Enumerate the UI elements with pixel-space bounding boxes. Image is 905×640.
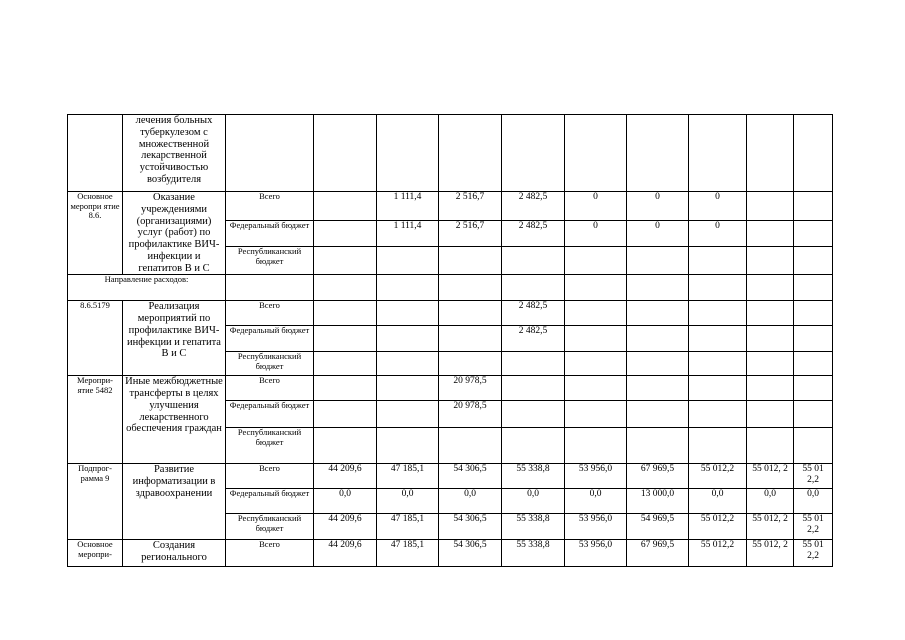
amount-cell (747, 352, 794, 376)
amount-cell: 44 209,6 (314, 464, 377, 489)
amount-cell: 13 000,0 (627, 489, 689, 514)
amount-cell: 54 306,5 (439, 514, 502, 540)
amount-cell (314, 115, 377, 192)
amount-cell: 2 516,7 (439, 192, 502, 221)
amount-cell (627, 301, 689, 326)
amount-cell: 0,0 (689, 489, 747, 514)
amount-cell: 0,0 (502, 489, 565, 514)
amount-cell (565, 376, 627, 401)
funding-source: Федеральный бюджет (226, 326, 314, 352)
amount-cell (747, 247, 794, 275)
amount-cell (747, 326, 794, 352)
amount-cell: 0,0 (565, 489, 627, 514)
amount-cell: 55 012, 2 (747, 514, 794, 540)
amount-cell (439, 115, 502, 192)
empty-cell (794, 275, 833, 301)
amount-cell (747, 376, 794, 401)
amount-cell: 1 111,4 (377, 221, 439, 247)
amount-cell (377, 352, 439, 376)
amount-cell: 55 01 2,2 (794, 464, 833, 489)
funding-source: Федеральный бюджет (226, 489, 314, 514)
funding-source: Всего (226, 540, 314, 567)
amount-cell (689, 326, 747, 352)
amount-cell: 55 012,2 (689, 540, 747, 567)
amount-cell (689, 352, 747, 376)
amount-cell: 55 012,2 (689, 514, 747, 540)
amount-cell: 53 956,0 (565, 514, 627, 540)
program-code: Подпрог- рамма 9 (68, 464, 123, 540)
table-row (68, 464, 833, 489)
amount-cell: 47 185,1 (377, 514, 439, 540)
amount-cell: 67 969,5 (627, 464, 689, 489)
amount-cell (627, 428, 689, 464)
amount-cell: 44 209,6 (314, 514, 377, 540)
amount-cell (565, 428, 627, 464)
program-name: лечения больных туберкулезом с множественной лекарственной устойчивостью возбудителя (123, 115, 226, 192)
amount-cell (689, 428, 747, 464)
amount-cell: 54 306,5 (439, 540, 502, 567)
empty-cell (377, 275, 439, 301)
funding-source: Всего (226, 301, 314, 326)
empty-cell (747, 275, 794, 301)
amount-cell: 55 01 2,2 (794, 540, 833, 567)
amount-cell: 55 338,8 (502, 540, 565, 567)
amount-cell: 47 185,1 (377, 540, 439, 567)
funding-source: Всего (226, 376, 314, 401)
empty-cell (627, 275, 689, 301)
amount-cell (689, 247, 747, 275)
amount-cell (794, 428, 833, 464)
amount-cell (747, 401, 794, 428)
program-code: 8.6.5179 (68, 301, 123, 376)
amount-cell (747, 428, 794, 464)
amount-cell (565, 326, 627, 352)
program-name: Иные межбюджетные трансферты в целях улучшения лекарственного обеспечения граждан (123, 376, 226, 464)
amount-cell (502, 247, 565, 275)
empty-cell (565, 275, 627, 301)
amount-cell (794, 115, 833, 192)
amount-cell: 1 111,4 (377, 192, 439, 221)
table-row (68, 192, 833, 221)
amount-cell: 0 (565, 221, 627, 247)
amount-cell: 0,0 (377, 489, 439, 514)
amount-cell (502, 352, 565, 376)
amount-cell (565, 115, 627, 192)
empty-cell (502, 275, 565, 301)
amount-cell (377, 401, 439, 428)
program-name: Создания регионального (123, 540, 226, 567)
amount-cell (565, 301, 627, 326)
amount-cell (314, 352, 377, 376)
program-name: Оказание учреждениями (организациями) услуг (работ) по профилактике ВИЧ-инфекции и гепатитов В и С (123, 192, 226, 275)
amount-cell: 0 (627, 221, 689, 247)
funding-source (226, 115, 314, 192)
amount-cell (377, 301, 439, 326)
amount-cell: 0,0 (439, 489, 502, 514)
amount-cell: 2 482,5 (502, 326, 565, 352)
program-code (68, 115, 123, 192)
empty-cell (226, 275, 314, 301)
amount-cell (565, 401, 627, 428)
funding-source: Республиканский бюджет (226, 352, 314, 376)
funding-source: Федеральный бюджет (226, 401, 314, 428)
amount-cell (439, 247, 502, 275)
program-code: Основное меропри ятие 8.6. (68, 192, 123, 275)
amount-cell (439, 428, 502, 464)
amount-cell (377, 326, 439, 352)
amount-cell: 20 978,5 (439, 376, 502, 401)
amount-cell (377, 247, 439, 275)
amount-cell: 55 012,2 (689, 464, 747, 489)
amount-cell: 0,0 (314, 489, 377, 514)
amount-cell: 0 (565, 192, 627, 221)
amount-cell: 54 969,5 (627, 514, 689, 540)
table-row (68, 540, 833, 567)
amount-cell: 2 516,7 (439, 221, 502, 247)
amount-cell (627, 401, 689, 428)
amount-cell (314, 221, 377, 247)
amount-cell: 44 209,6 (314, 540, 377, 567)
empty-cell (439, 275, 502, 301)
amount-cell (314, 326, 377, 352)
amount-cell (627, 326, 689, 352)
funding-source: Республиканский бюджет (226, 514, 314, 540)
direction-label: Направление расходов: (68, 275, 226, 301)
amount-cell: 55 338,8 (502, 514, 565, 540)
amount-cell: 0,0 (747, 489, 794, 514)
amount-cell (502, 428, 565, 464)
amount-cell (314, 376, 377, 401)
funding-source: Федеральный бюджет (226, 221, 314, 247)
amount-cell: 2 482,5 (502, 192, 565, 221)
program-code: Меропри- ятие 5482 (68, 376, 123, 464)
amount-cell: 55 012, 2 (747, 464, 794, 489)
amount-cell (747, 221, 794, 247)
amount-cell (794, 221, 833, 247)
amount-cell (627, 352, 689, 376)
amount-cell: 0 (627, 192, 689, 221)
amount-cell (502, 115, 565, 192)
amount-cell (747, 115, 794, 192)
amount-cell (627, 247, 689, 275)
amount-cell (627, 376, 689, 401)
amount-cell (689, 115, 747, 192)
amount-cell (502, 401, 565, 428)
amount-cell: 0,0 (794, 489, 833, 514)
table-row (68, 376, 833, 401)
amount-cell (794, 326, 833, 352)
amount-cell (314, 301, 377, 326)
table-row (68, 301, 833, 326)
amount-cell: 47 185,1 (377, 464, 439, 489)
amount-cell (377, 428, 439, 464)
amount-cell (377, 115, 439, 192)
amount-cell: 20 978,5 (439, 401, 502, 428)
amount-cell (439, 352, 502, 376)
funding-source: Республиканский бюджет (226, 428, 314, 464)
amount-cell (565, 247, 627, 275)
funding-source: Всего (226, 192, 314, 221)
amount-cell (794, 301, 833, 326)
amount-cell (689, 376, 747, 401)
amount-cell (314, 192, 377, 221)
amount-cell (377, 376, 439, 401)
amount-cell (794, 376, 833, 401)
amount-cell: 67 969,5 (627, 540, 689, 567)
program-name: Реализация мероприятий по профилактике ВИЧ-инфекции и гепатита В и С (123, 301, 226, 376)
amount-cell (747, 192, 794, 221)
amount-cell (439, 326, 502, 352)
amount-cell: 53 956,0 (565, 540, 627, 567)
amount-cell: 0 (689, 192, 747, 221)
amount-cell: 0 (689, 221, 747, 247)
amount-cell (794, 352, 833, 376)
amount-cell (794, 192, 833, 221)
amount-cell (502, 376, 565, 401)
amount-cell: 55 012, 2 (747, 540, 794, 567)
amount-cell (565, 352, 627, 376)
amount-cell: 2 482,5 (502, 301, 565, 326)
amount-cell (689, 401, 747, 428)
amount-cell (627, 115, 689, 192)
amount-cell: 2 482,5 (502, 221, 565, 247)
amount-cell (689, 301, 747, 326)
funding-source: Республиканский бюджет (226, 247, 314, 275)
amount-cell (314, 247, 377, 275)
amount-cell (794, 401, 833, 428)
amount-cell (794, 247, 833, 275)
amount-cell: 55 01 2,2 (794, 514, 833, 540)
amount-cell (747, 301, 794, 326)
table-row (68, 115, 833, 192)
program-name: Развитие информатизации в здравоохранении (123, 464, 226, 540)
budget-table (67, 114, 833, 567)
amount-cell (314, 428, 377, 464)
budget-table-body (68, 115, 833, 567)
amount-cell: 53 956,0 (565, 464, 627, 489)
program-code: Основное меропри- (68, 540, 123, 567)
funding-source: Всего (226, 464, 314, 489)
empty-cell (314, 275, 377, 301)
amount-cell (439, 301, 502, 326)
amount-cell (314, 401, 377, 428)
empty-cell (689, 275, 747, 301)
direction-row (68, 275, 833, 301)
amount-cell: 55 338,8 (502, 464, 565, 489)
amount-cell: 54 306,5 (439, 464, 502, 489)
